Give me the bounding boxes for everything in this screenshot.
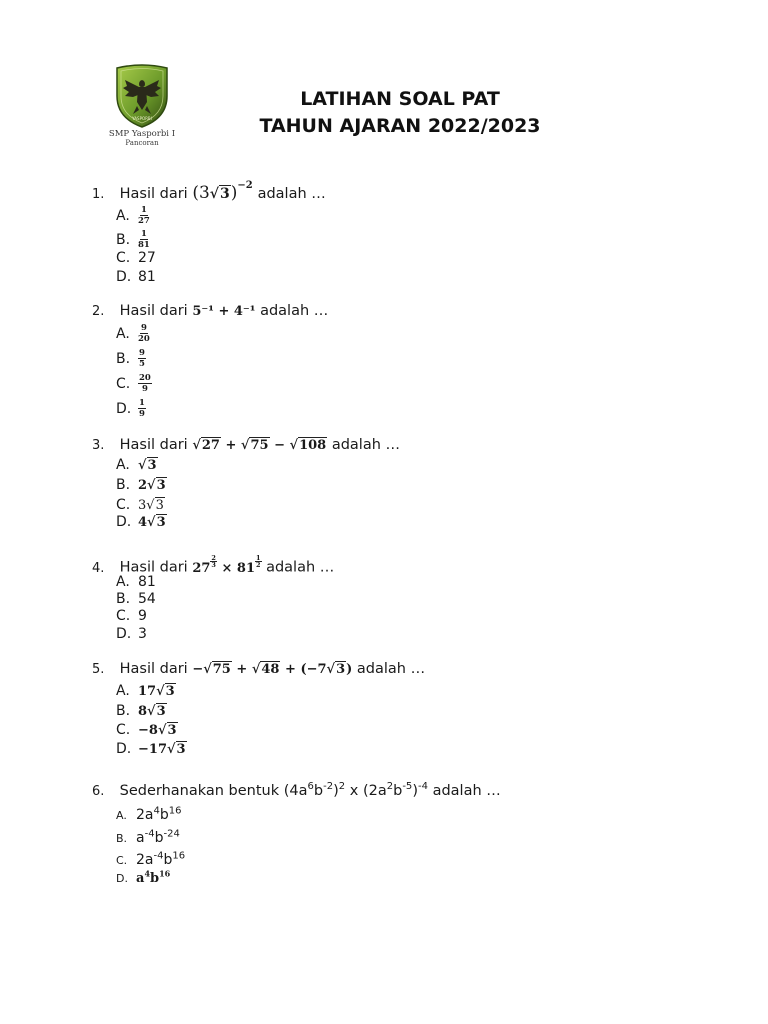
question-math: −√75 + √48 + (−7√3) <box>192 662 353 677</box>
option-2a[interactable]: A. $\frac{9}{20}$ <box>116 323 150 344</box>
school-city: Pancoran <box>125 139 159 147</box>
option-2b[interactable]: B. $\frac{9}{5}$ <box>116 348 145 369</box>
question-6: 6. Sederhanakan bentuk $(4a^6b^{-2})^2$ x $(2a^2b^{-5})^{-4}$ adalah … <box>92 781 501 799</box>
option-1d[interactable]: D. 81 <box>116 269 156 285</box>
option-5b[interactable]: B. 8√3 <box>116 703 166 719</box>
option-2c[interactable]: C. $\frac{20}{9}$ <box>116 373 151 394</box>
option-4d[interactable]: D. 3 <box>116 626 147 642</box>
question-math: $(3√3)^{-2}$ <box>192 180 253 203</box>
question-math: 27 $^{\frac{2}{3}}$ × 81 $^{\frac{1}{2}}$ <box>192 554 261 576</box>
option-6b[interactable]: B. $a^{-4}b^{-24}$ <box>116 828 180 846</box>
question-suffix: adalah … <box>257 186 326 202</box>
option-5a[interactable]: A. 17√3 <box>116 683 175 699</box>
question-2: 2. Hasil dari 5⁻¹ + 4⁻¹ adalah … <box>92 303 329 319</box>
option-4a[interactable]: A. 81 <box>116 574 156 590</box>
option-1a[interactable]: A. $\frac{1}{27}$ <box>116 205 150 226</box>
option-5d[interactable]: D. −17√3 <box>116 741 186 757</box>
option-4c[interactable]: C. 9 <box>116 608 147 624</box>
option-1b[interactable]: B. $\frac{1}{81}$ <box>116 229 150 250</box>
page-subtitle: TAHUN AJARAN 2022/2023 <box>259 115 541 137</box>
question-math: $(4a^6b^{-2})^2$ x $(2a^2b^{-5})^{-4}$ <box>283 781 428 799</box>
option-1c[interactable]: C. 27 <box>116 250 156 266</box>
option-3b[interactable]: B. 2√3 <box>116 477 166 493</box>
question-4: 4. Hasil dari 27 $^{\frac{2}{3}}$ × 81 $^{\frac{1}{2}}$ adalah … <box>92 554 335 576</box>
option-5c[interactable]: C. −8√3 <box>116 722 177 738</box>
question-math: √27 + √75 − √108 <box>192 438 327 453</box>
option-6c[interactable]: C. $2a^{-4}b^{16}$ <box>116 850 186 868</box>
option-6a[interactable]: A. $2a^4b^{16}$ <box>116 805 182 823</box>
question-prefix: Hasil dari <box>119 186 188 202</box>
option-3d[interactable]: D. 4√3 <box>116 514 166 530</box>
question-1 <box>92 180 326 203</box>
question-number: 1. <box>92 187 105 202</box>
question-5: 5. Hasil dari −√75 + √48 + (−7√3) adalah … <box>92 661 426 677</box>
svg-text:YASPORBI: YASPORBI <box>132 116 152 121</box>
option-6d[interactable]: D. $a^4b^{16}$ <box>116 869 171 887</box>
option-4b[interactable]: B. 54 <box>116 591 156 607</box>
question-math: 5⁻¹ + 4⁻¹ <box>192 304 256 319</box>
school-name: SMP Yasporbi I <box>108 129 176 139</box>
option-3c[interactable]: C. 3√3 <box>116 497 164 513</box>
question-3: 3. Hasil dari √27 + √75 − √108 adalah … <box>92 437 401 453</box>
option-3a[interactable]: A. √3 <box>116 457 157 473</box>
option-2d[interactable]: D. $\frac{1}{9}$ <box>116 398 145 419</box>
page-title: LATIHAN SOAL PAT <box>300 88 500 110</box>
